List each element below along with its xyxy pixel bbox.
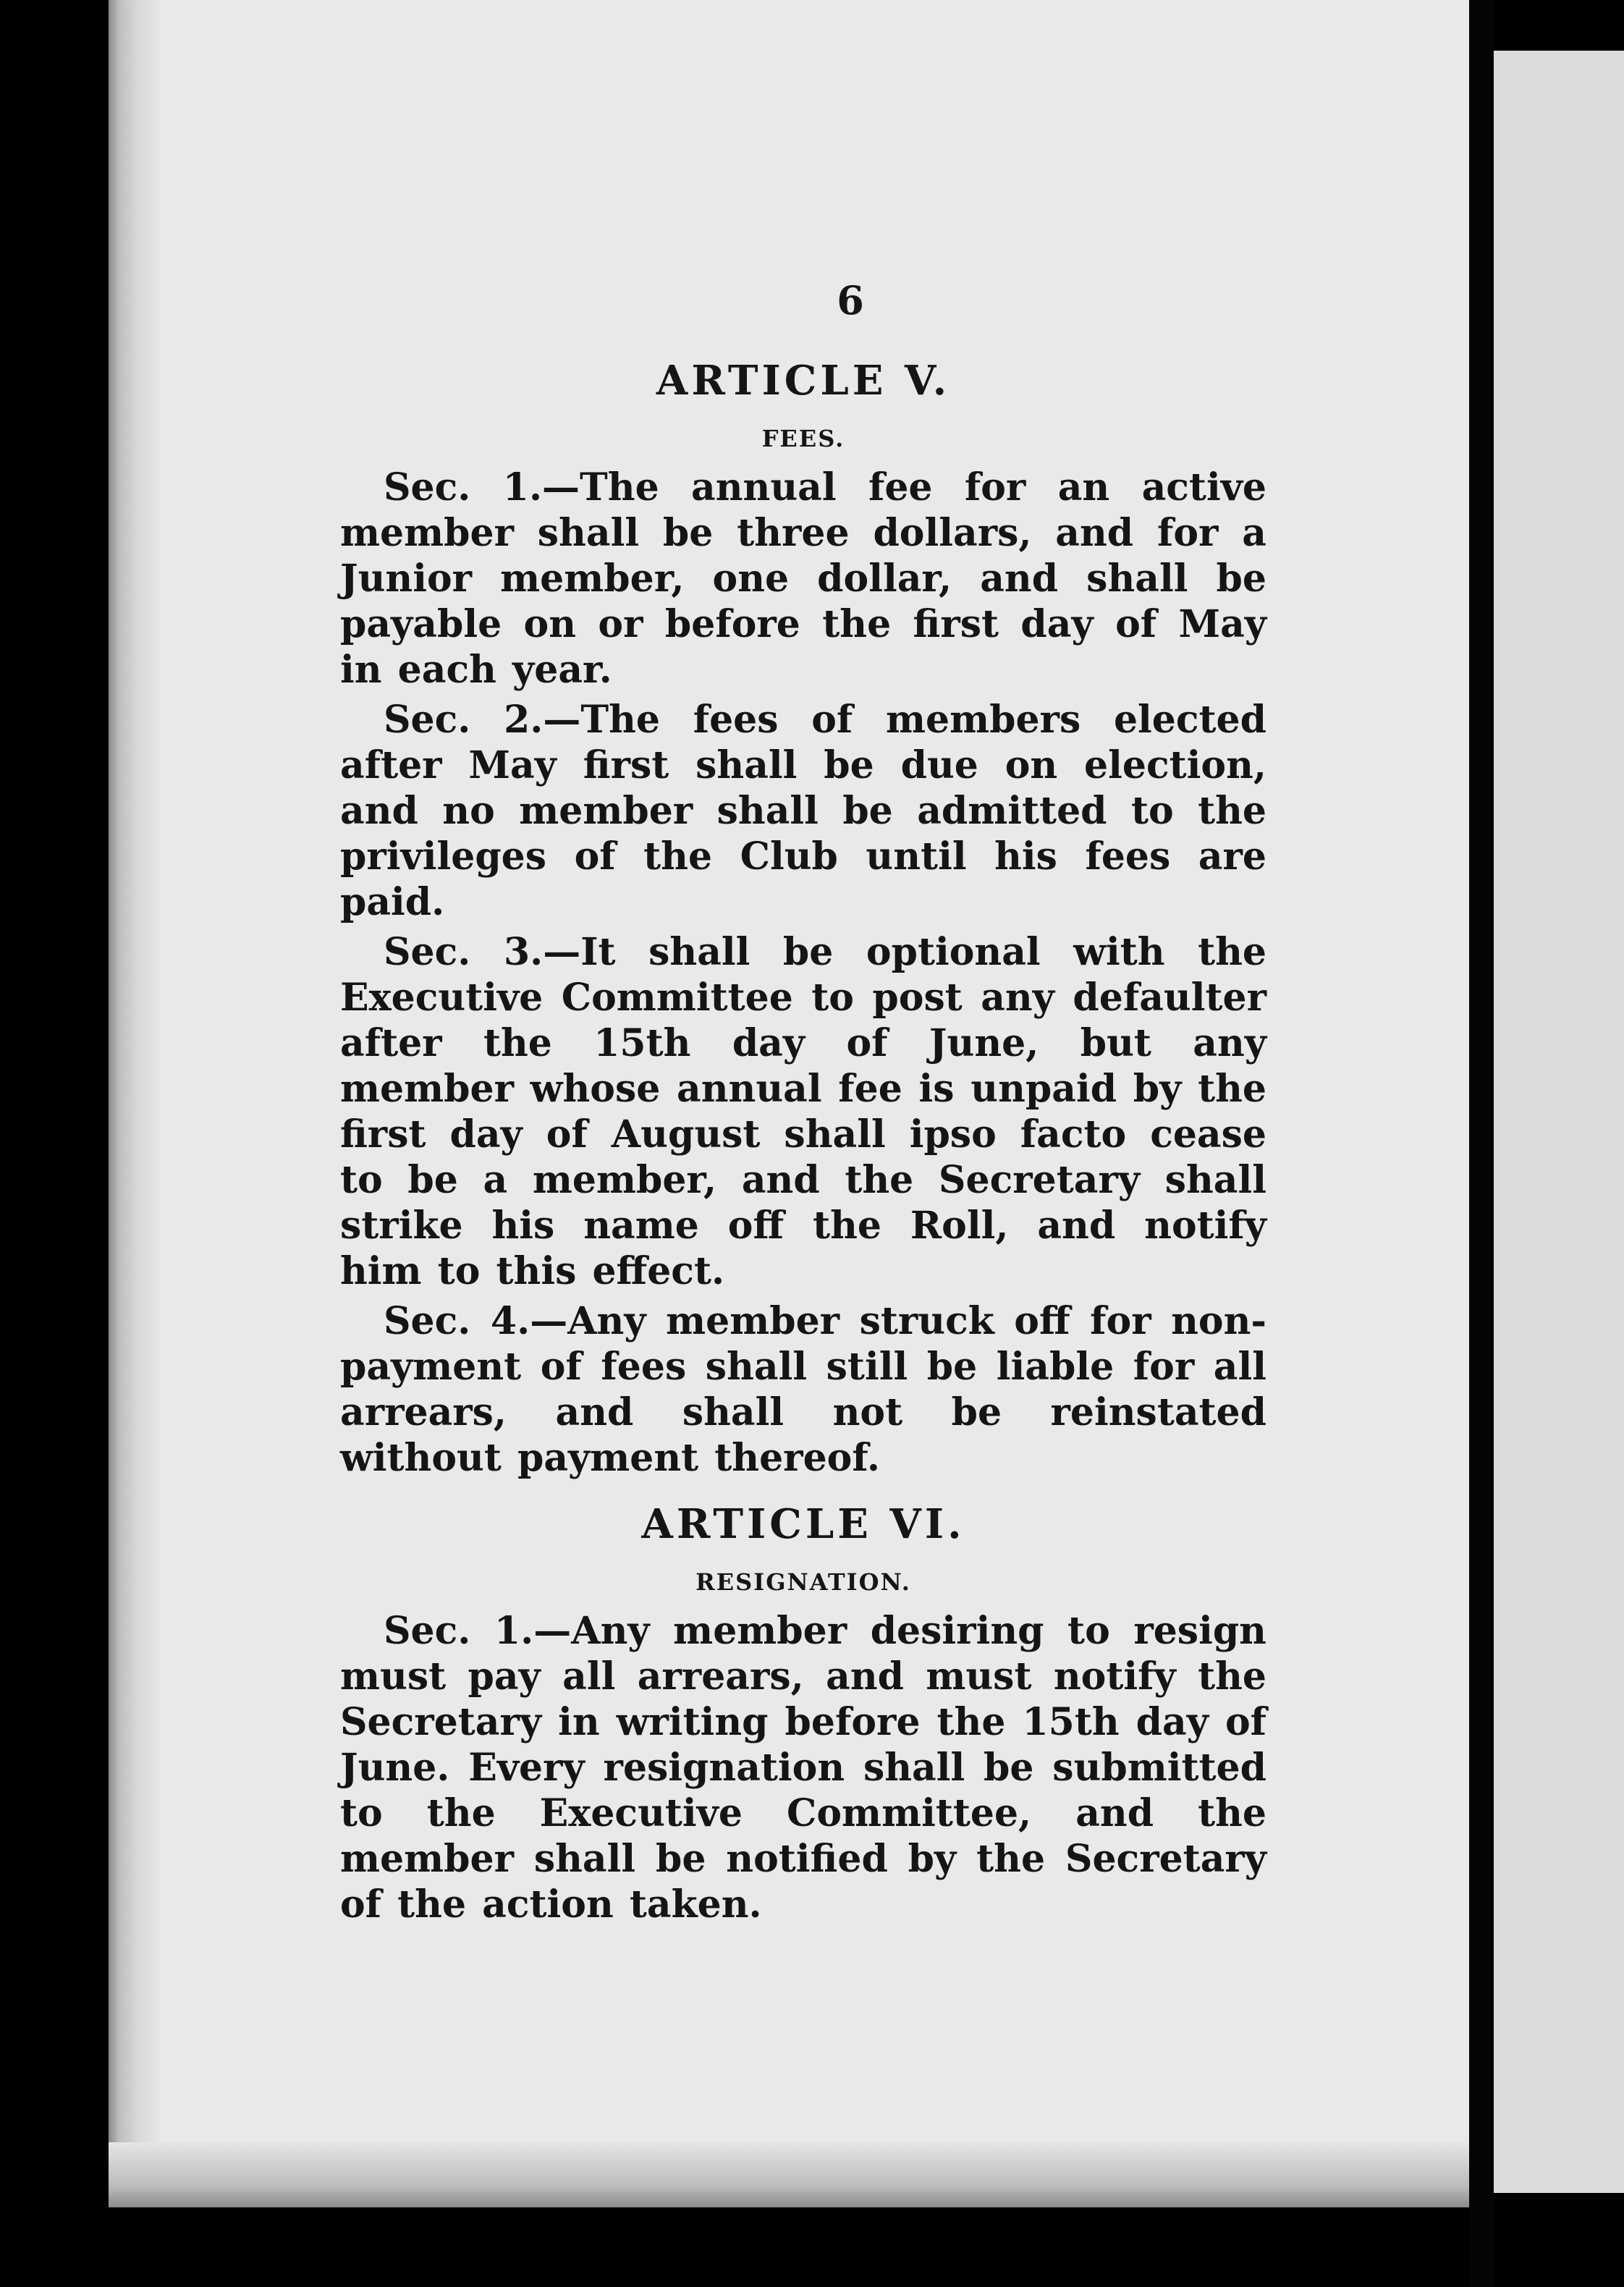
article-v-sec-3: Sec. 3.—It shall be optional with the Executive Committee to post any defaulter after the 15th day of June, but any member whose annual fee is unpaid by the first day of August shall ipso facto cease to be a member, and the Secretary shall strike his name off the Roll, and notify him to this effect. (340, 930, 1266, 1293)
article-v-title: ARTICLE V. (656, 357, 951, 405)
article-v-sec-1: Sec. 1.—The annual fee for an active member shall be three dollars, and for a Junior member, one dollar, and shall be payable on or before the first day of May in each year. (340, 465, 1266, 692)
article-vi-heading: RESIGNATION. (695, 1568, 911, 1596)
page-binding-edge (109, 0, 159, 2207)
article-v-sec-4: Sec. 4.—Any member struck off for non-payment of fees shall still be liable for all arrears, and shall not be reinstated without payment thereof. (340, 1299, 1266, 1480)
page-number: 6 (837, 277, 864, 324)
article-vi-sec-1: Sec. 1.—Any member desiring to resign must pay all arrears, and must notify the Secretary in writing before the 15th day of June. Every resignation shall be submitted to the Executive Committee, and the member shall be notified by the Secretary of the action taken. (340, 1609, 1266, 1927)
page-bottom-edge (109, 2142, 1469, 2207)
facing-page-edge (1494, 51, 1624, 2193)
page-text (340, 261, 1266, 1932)
book-gutter (1469, 0, 1494, 2287)
article-v-sec-2: Sec. 2.—The fees of members elected after May first shall be due on election, and no member shall be admitted to the privileges of the Club until his fees are paid. (340, 698, 1266, 924)
article-vi-title: ARTICLE VI. (641, 1500, 965, 1548)
article-v-heading: FEES. (761, 425, 845, 452)
